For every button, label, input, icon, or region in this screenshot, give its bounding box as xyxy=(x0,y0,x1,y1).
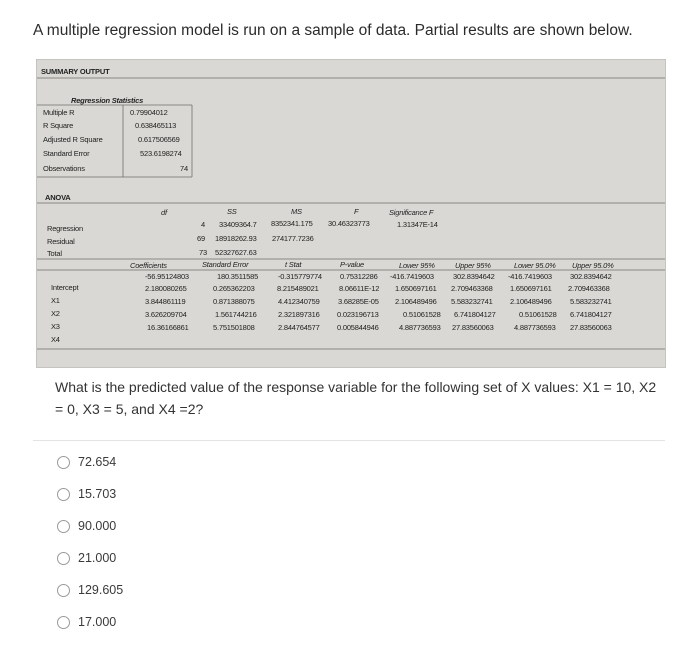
anova-header-sig: Significance F xyxy=(389,208,434,217)
radio-button[interactable] xyxy=(57,584,70,597)
question-intro: A multiple regression model is run on a sample of data. Partial results are shown below. xyxy=(33,22,633,39)
anova-row-df: 4 xyxy=(201,220,205,229)
anova-row-ss: 52327627.63 xyxy=(215,248,257,257)
answer-option-2[interactable] xyxy=(57,487,116,501)
coef-cell: -0.315779774 xyxy=(278,272,322,281)
coef-cell: 6.741804127 xyxy=(570,310,612,319)
coef-cell: 2.709463368 xyxy=(451,284,493,293)
coef-header: Lower 95% xyxy=(399,261,435,270)
answer-option-1[interactable] xyxy=(57,455,116,469)
anova-header-f: F xyxy=(354,207,359,216)
coef-cell: 0.75312286 xyxy=(340,272,378,281)
answer-option-3[interactable] xyxy=(57,519,116,533)
coef-header: Standard Error xyxy=(202,260,249,269)
coef-header: Upper 95% xyxy=(455,261,491,270)
answer-option-5[interactable] xyxy=(57,583,123,597)
coef-cell: 4.887736593 xyxy=(399,323,441,332)
stat-value-observations: 74 xyxy=(180,164,188,173)
coef-cell: 4.412340759 xyxy=(278,297,320,306)
option-label: 15.703 xyxy=(78,487,117,501)
option-label: 90.000 xyxy=(78,519,117,533)
coef-cell: 3.626209704 xyxy=(145,310,187,319)
option-label: 72.654 xyxy=(78,455,117,469)
coef-header: Upper 95.0% xyxy=(572,261,614,270)
anova-row-f: 30.46323773 xyxy=(328,219,370,228)
radio-button[interactable] xyxy=(57,616,70,629)
coef-cell: 2.106489496 xyxy=(395,297,437,306)
coef-cell: 180.3511585 xyxy=(217,272,259,281)
coef-header: t Stat xyxy=(285,260,302,269)
coef-cell: 27.83560063 xyxy=(452,323,494,332)
anova-title: ANOVA xyxy=(45,193,71,202)
coef-cell: -416.7419603 xyxy=(508,272,552,281)
anova-header-ss: SS xyxy=(227,207,237,216)
anova-row-label: Total xyxy=(47,249,62,258)
coef-cell: 3.844861119 xyxy=(145,297,186,306)
regression-output-photo xyxy=(37,60,665,367)
anova-row-ms: 8352341.175 xyxy=(271,219,313,228)
anova-row-df: 73 xyxy=(199,248,207,257)
coef-cell: 0.51061528 xyxy=(519,310,557,319)
coef-cell: 2.180080265 xyxy=(145,284,187,293)
option-label: 21.000 xyxy=(78,551,117,565)
coef-cell: 27.83560063 xyxy=(570,323,612,332)
coef-header: Lower 95.0% xyxy=(514,261,556,270)
coef-cell: 2.844764577 xyxy=(278,323,320,332)
stat-value-adj-r-square: 0.617506569 xyxy=(138,135,180,144)
coef-cell: 0.005844946 xyxy=(337,323,379,332)
coef-row-label: X2 xyxy=(51,309,60,318)
radio-button[interactable] xyxy=(57,456,70,469)
coef-cell: 4.887736593 xyxy=(514,323,556,332)
anova-row-sig: 1.31347E-14 xyxy=(397,220,438,229)
coef-cell: 8.215489021 xyxy=(277,284,319,293)
radio-button[interactable] xyxy=(57,552,70,565)
anova-row-ss: 18918262.93 xyxy=(215,234,257,243)
stat-value-std-error: 523.6198274 xyxy=(140,149,182,158)
anova-row-ss: 33409364.7 xyxy=(219,220,257,229)
coef-cell: 2.709463368 xyxy=(568,284,610,293)
coef-cell: 2.321897316 xyxy=(278,310,320,319)
coef-cell: 1.650697161 xyxy=(510,284,552,293)
stat-label-adj-r-square: Adjusted R Square xyxy=(43,135,103,144)
coef-cell: 5.583232741 xyxy=(570,297,612,306)
coef-cell: 0.51061528 xyxy=(403,310,441,319)
stat-value-r-square: 0.638465113 xyxy=(135,121,177,130)
coef-cell: 1.650697161 xyxy=(395,284,437,293)
answer-option-6[interactable] xyxy=(57,615,116,629)
option-label: 17.000 xyxy=(78,615,117,629)
coef-cell: 3.68285E-05 xyxy=(338,297,379,306)
answer-option-4[interactable] xyxy=(57,551,116,565)
coef-cell: 302.8394642 xyxy=(453,272,495,281)
coef-cell: 0.871388075 xyxy=(213,297,255,306)
coef-row-label: X3 xyxy=(51,322,60,331)
anova-row-label: Residual xyxy=(47,237,75,246)
coef-cell: 5.583232741 xyxy=(451,297,493,306)
anova-row-label: Regression xyxy=(47,224,83,233)
stat-label-observations: Observations xyxy=(43,164,85,173)
option-label: 129.605 xyxy=(78,583,124,597)
coef-row-label: X4 xyxy=(51,335,60,344)
summary-title: SUMMARY OUTPUT xyxy=(41,67,110,76)
question-prompt: What is the predicted value of the response variable for the following set of X values: X1 = 10, X2 = 0, X3 = 5, and X4 =2? xyxy=(55,379,657,417)
regression-stats-title: Regression Statistics xyxy=(71,96,144,105)
anova-header-ms: MS xyxy=(291,207,302,216)
coef-cell: 0.265362203 xyxy=(213,284,255,293)
coef-cell: 5.751501808 xyxy=(213,323,255,332)
radio-button[interactable] xyxy=(57,488,70,501)
coef-cell: -416.7419603 xyxy=(390,272,434,281)
anova-header-df: df xyxy=(161,208,167,217)
coef-cell: 16.36166861 xyxy=(147,323,189,332)
coef-row-label: X1 xyxy=(51,296,60,305)
coef-cell: 302.8394642 xyxy=(570,272,612,281)
coef-cell: 0.023196713 xyxy=(337,310,379,319)
coef-cell: 6.741804127 xyxy=(454,310,496,319)
coef-cell: 1.561744216 xyxy=(215,310,257,319)
coef-row-label: Intercept xyxy=(51,283,79,292)
coef-cell: 8.06611E-12 xyxy=(339,284,380,293)
anova-row-df: 69 xyxy=(197,234,205,243)
stat-label-std-error: Standard Error xyxy=(43,149,90,158)
divider xyxy=(33,440,665,441)
radio-button[interactable] xyxy=(57,520,70,533)
coef-cell: 2.106489496 xyxy=(510,297,552,306)
anova-row-ms: 274177.7236 xyxy=(272,234,314,243)
coef-header: Coefficients xyxy=(130,261,167,270)
coef-cell: -56.95124803 xyxy=(145,272,189,281)
stat-label-r-square: R Square xyxy=(43,121,74,130)
stat-value-multiple-r: 0.79904012 xyxy=(130,108,168,117)
coef-header: P-value xyxy=(340,260,365,269)
stat-label-multiple-r: Multiple R xyxy=(43,108,75,117)
